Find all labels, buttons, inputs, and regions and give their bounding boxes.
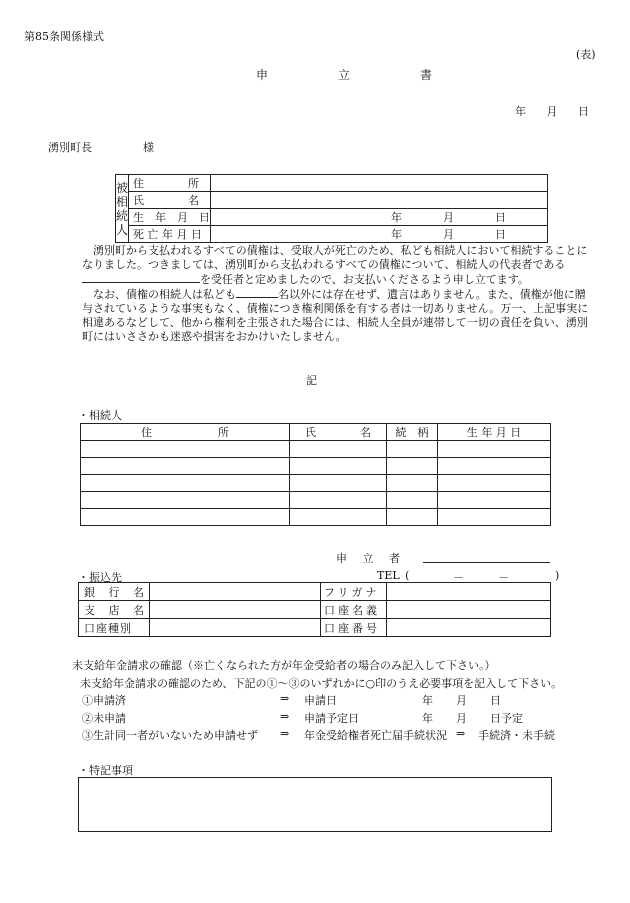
branch-name-label: 支 店 名 (79, 601, 150, 619)
applicant-label: 申 立 者 (336, 552, 400, 565)
month-label: 月 (443, 228, 454, 241)
heirs-table (80, 423, 551, 526)
pension-title: 未支給年金請求の確認（※亡くなられた方が年金受給者の場合のみ記入して下さい。） (72, 659, 496, 672)
heir-row (81, 509, 551, 526)
option-label: ①申請済 (82, 694, 126, 707)
form-label: 第85条関係様式 (24, 30, 104, 43)
branch-name-field[interactable] (150, 601, 321, 619)
day-label: 日 (495, 211, 506, 224)
submission-date[interactable]: 年 月 日 (515, 105, 589, 118)
heir-row (81, 492, 551, 509)
heirs-col-birthdate: 生 年 月 日 (438, 424, 551, 441)
deceased-address-label: 住 所 (129, 175, 211, 192)
heirs-col-name: 氏 名 (290, 424, 387, 441)
declaration-text (82, 244, 592, 344)
tel-dash: － (453, 571, 464, 584)
arrow-icon: ⇒ (456, 727, 466, 740)
year-label: 年 (391, 228, 402, 241)
tel-label: TEL ( (377, 569, 410, 582)
account-type-label: 口座種別 (79, 619, 150, 637)
account-holder-field[interactable] (387, 601, 551, 619)
account-holder-label: 口座名義 (321, 601, 387, 619)
bank-name-field[interactable] (150, 583, 321, 601)
furigana-label: フリガナ (321, 583, 387, 601)
year-label: 年 (391, 211, 402, 224)
tel-dash: － (498, 571, 509, 584)
representative-blank[interactable] (82, 272, 200, 283)
account-number-label: 口座番号 (321, 619, 387, 637)
pension-description: 未支給年金請求の確認のため、下記の①～③のいずれかに○印のうえ必要事項を記入して下さい。 (80, 677, 563, 690)
deceased-address-field[interactable] (211, 175, 548, 192)
transfer-title: ・振込先 (78, 571, 122, 584)
heir-row (81, 458, 551, 475)
tel-close: ) (555, 569, 560, 582)
bank-name-label: 銀 行 名 (79, 583, 150, 601)
deceased-name-field[interactable] (211, 192, 548, 209)
page-title: 申 立 書 (256, 68, 462, 82)
addressee: 湧別町長 (48, 141, 92, 154)
front-label: (表) (576, 48, 596, 61)
heir-count-blank[interactable] (236, 287, 278, 298)
applicant-signature-field[interactable] (423, 562, 550, 563)
deceased-birthdate-field[interactable] (211, 209, 548, 226)
deceased-deathdate-field[interactable] (211, 226, 548, 243)
heirs-col-relation: 続 柄 (387, 424, 438, 441)
ki-heading: 記 (306, 374, 317, 387)
deceased-name-label: 氏 名 (129, 192, 211, 209)
deceased-vertical-label: 被相続人 (116, 175, 129, 243)
deceased-table (115, 174, 548, 243)
bank-table (78, 582, 551, 637)
notes-title: ・特記事項 (78, 764, 133, 777)
heirs-col-address: 住 所 (81, 424, 290, 441)
deceased-birthdate-label: 生 年 月 日 (129, 209, 211, 226)
addressee-suffix: 様 (143, 141, 154, 154)
option-label: ③生計同一者がいないため申請せず (82, 729, 258, 742)
arrow-icon: ⇒ (280, 727, 290, 740)
declaration-paragraph-2: なお、債権の相続人は私ども 名以外には存在せず、遺言はありません。また、債権が他に贈与されているような事実もなく、債権につき権利関係を有する者は一切ありません。万一、上記事実に相違あるなどして、他から権利を主張された場合には、相続人全員が連帯して一切の責任を負い、湧別町にはいささかも迷惑や損害をおかけいたしません。 (82, 288, 589, 343)
option-detail: 申請予定日 (304, 712, 359, 725)
heirs-title: ・相続人 (78, 409, 122, 422)
account-number-field[interactable] (387, 619, 551, 637)
notes-field[interactable] (78, 777, 552, 832)
month-label: 月 (443, 211, 454, 224)
heir-row (81, 441, 551, 458)
day-label: 日 (495, 228, 506, 241)
arrow-icon: ⇒ (280, 710, 290, 723)
arrow-icon: ⇒ (280, 692, 290, 705)
furigana-field[interactable] (387, 583, 551, 601)
declaration-paragraph-1: 湧別町から支払われるすべての債権は、受取人が死亡のため、私ども相続人において相続することになりました。つきましては、湧別町から支払われるすべての債権について、相続人の代表者であるを受任者と定めましたので、お支払いくださるよう申し立てます。 (82, 244, 588, 286)
option-detail: 申請日 (304, 694, 337, 707)
option-label: ②未申請 (82, 712, 126, 725)
option-detail: 年金受給権者死亡届手続状況 (304, 729, 447, 742)
deceased-deathdate-label: 死 亡 年 月 日 (129, 226, 211, 243)
heir-row (81, 475, 551, 492)
account-type-field[interactable] (150, 619, 321, 637)
